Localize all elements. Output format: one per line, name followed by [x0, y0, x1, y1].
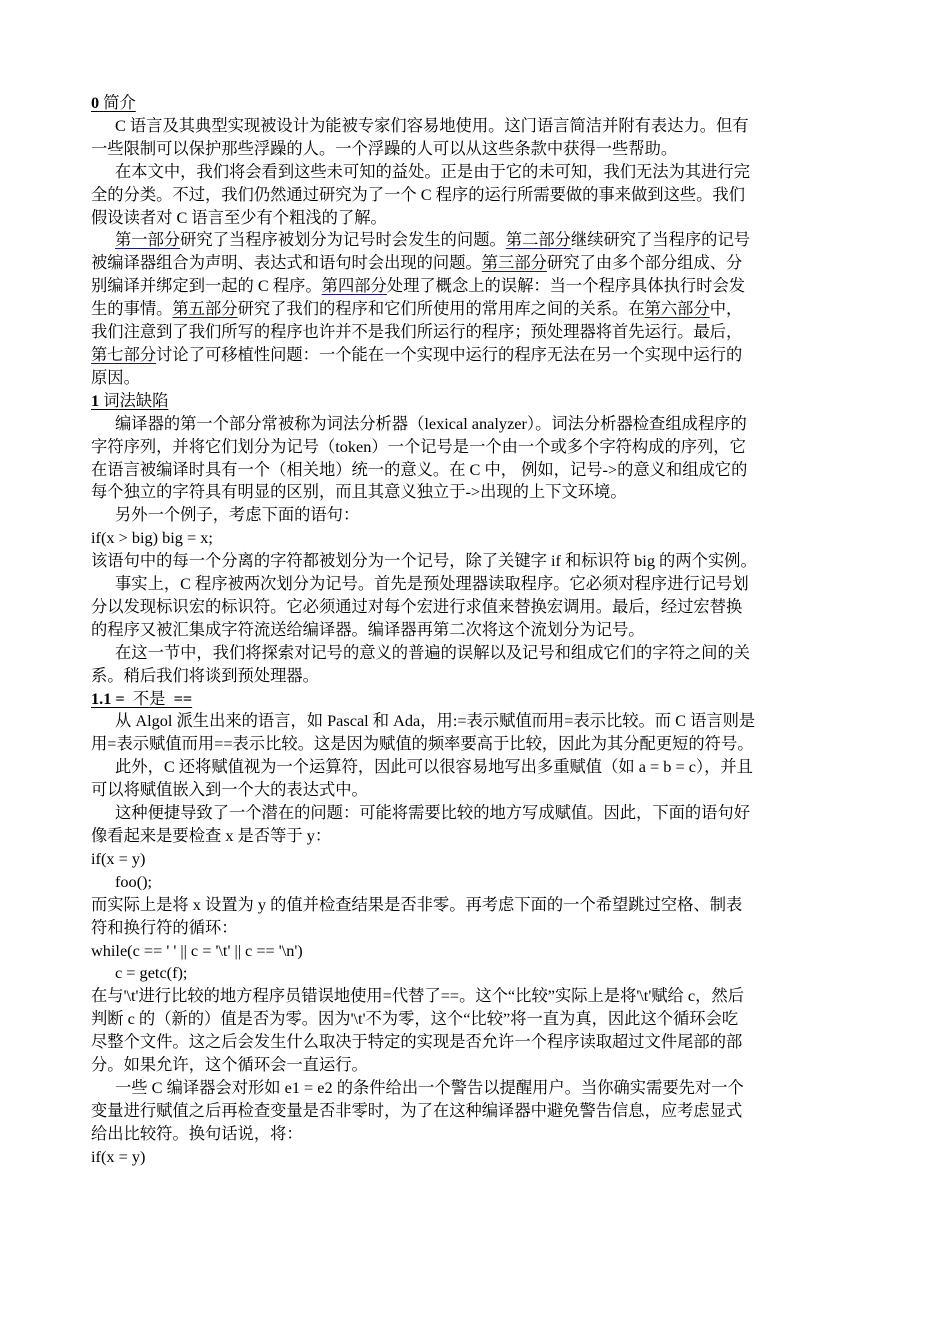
document-page — [91, 92, 861, 1169]
paragraph-line — [91, 252, 861, 275]
paragraph-line: 的程序又被汇集成字符流送给编译器。编译器再第二次将这个流划分为记号。 — [91, 619, 645, 639]
paragraph-line: C 语言及其典型实现被设计为能被专家们容易地使用。这门语言简洁并附有表达力。但有 — [115, 115, 749, 135]
paragraph-line: 可以将赋值嵌入到一个大的表达式中。 — [91, 780, 368, 800]
section-number: 1 — [91, 390, 100, 410]
link-part-6[interactable]: 第六部分 — [644, 299, 710, 319]
link-part-7[interactable]: 第七部分 — [91, 344, 157, 364]
paragraph-line: 一些 C 编译器会对形如 e1 = e2 的条件给出一个警告以提醒用户。当你确实需要先对一个 — [115, 1077, 744, 1097]
text-run: 讨论了可移植性问题：一个能在一个实现中运行的程序无法在另一个实现中运行的 — [156, 344, 743, 364]
paragraph-line: 分以发现标识宏的标识符。它必须通过对每个宏进行求值来替换宏调用。最后，经过宏替换 — [91, 596, 743, 616]
section-heading-0 — [91, 92, 861, 115]
paragraph-line: 给出比较符。换句话说，将： — [91, 1123, 303, 1143]
paragraph-line: 字符序列，并将它们划分为记号（token）一个记号是一个由一个或多个字符构成的序列，它 — [91, 436, 746, 456]
code-line: if(x = y) — [91, 1146, 146, 1166]
text-run: 被编译器组合为声明、表达式和语句时会出现的问题。 — [91, 253, 482, 273]
paragraph-line: 编译器的第一个部分常被称为词法分析器（lexical analyzer）。词法分析器检查组成程序的 — [115, 413, 747, 433]
section-number: 0 — [91, 93, 100, 112]
paragraph-line: 原因。 — [91, 367, 140, 387]
paragraph-line: 此外，C 还将赋值视为一个运算符，因此可以很容易地写出多重赋值（如 a = b = c），并且 — [115, 757, 753, 777]
code-line: if(x = y) — [91, 848, 146, 868]
paragraph-line: 事实上，C 程序被两次划分为记号。首先是预处理器读取程序。它必须对程序进行记号划 — [115, 574, 749, 594]
section-title: 不是 — [132, 688, 166, 708]
section-title: 简介 — [103, 93, 136, 112]
section-heading-1-1 — [91, 688, 861, 711]
paragraph-line: 一些限制可以保护那些浮躁的人。一个浮躁的人可以从这些条款中获得一些帮助。 — [91, 138, 678, 158]
section-title-tail: == — [173, 688, 193, 708]
link-part-2[interactable]: 第二部分 — [505, 230, 571, 250]
code-line: if(x > big) big = x; — [91, 528, 213, 548]
paragraph-line: 符和换行符的循环： — [91, 917, 238, 937]
paragraph-line — [91, 344, 861, 367]
paragraph-line: 全的分类。不过，我们仍然通过研究为了一个 C 程序的运行所需要做的事来做到这些。我们 — [91, 184, 745, 204]
paragraph-line — [91, 298, 861, 321]
paragraph-line: 判断 c 的（新的）值是否为零。因为'\t'不为零，这个“比较”将一直为真，因此这个循环会吃 — [91, 1009, 739, 1029]
code-line: foo(); — [115, 871, 153, 891]
link-part-4[interactable]: 第四部分 — [321, 276, 387, 296]
paragraph-line: 从 Algol 派生出来的语言，如 Pascal 和 Ada，用:=表示赋值而用=表示比较。而 C 语言则是 — [115, 711, 756, 731]
paragraph-line: 在语言被编译时具有一个（相关地）统一的意义。在 C 中， 例如，记号->的意义和组成它的 — [91, 459, 748, 479]
paragraph-line: 另外一个例子，考虑下面的语句： — [115, 505, 360, 525]
text-run: 生的事情。 — [91, 299, 173, 319]
paragraph-line: 在与'\t'进行比较的地方程序员错误地使用=代替了==。这个“比较”实际上是将'\t'赋给 c，然后 — [91, 986, 744, 1006]
paragraph-line: 假设读者对 C 语言至少有个粗浅的了解。 — [91, 207, 387, 227]
paragraph-line: 系。稍后我们将谈到预处理器。 — [91, 665, 319, 685]
paragraph-line: 而实际上是将 x 设置为 y 的值并检查结果是否非零。再考虑下面的一个希望跳过空格、制表 — [91, 894, 743, 914]
paragraph-line — [91, 229, 861, 252]
paragraph-line: 我们注意到了我们所写的程序也许并不是我们所运行的程序；预处理器将首先运行。最后， — [91, 322, 743, 342]
paragraph-line: 每个独立的字符具有明显的区别，而且其意义独立于->出现的上下文环境。 — [91, 482, 627, 502]
paragraph-line: 在本文中，我们将会看到这些未可知的益处。正是由于它的未可知，我们无法为其进行完 — [115, 161, 750, 181]
text-run: 研究了由多个部分组成、分 — [546, 253, 743, 273]
code-line: while(c == ' ' || c = '\t' || c == '\n') — [91, 940, 303, 960]
text-run: 研究了当程序被划分为记号时会发生的问题。 — [180, 230, 506, 250]
paragraph-line — [91, 275, 861, 298]
paragraph-line: 尽整个文件。这之后会发生什么取决于特定的实现是否允许一个程序读取超过文件尾部的部 — [91, 1032, 743, 1052]
paragraph-line: 在这一节中，我们将探索对记号的意义的普遍的误解以及记号和组成它们的字符之间的关 — [115, 642, 750, 662]
paragraph-line: 变量进行赋值之后再检查变量是否非零时，为了在这种编译器中避免警告信息，应考虑显式 — [91, 1100, 743, 1120]
link-part-5[interactable]: 第五部分 — [172, 299, 238, 319]
section-title: 词法缺陷 — [103, 390, 169, 410]
paragraph-line: 用=表示赋值而用==表示比较。这是因为赋值的频率要高于比较，因此为其分配更短的符号。 — [91, 734, 754, 754]
code-line: c = getc(f); — [115, 963, 188, 983]
section-number: 1.1 = — [91, 688, 125, 708]
paragraph-line: 像看起来是要检查 x 是否等于 y： — [91, 826, 332, 845]
link-part-1[interactable]: 第一部分 — [115, 230, 181, 250]
paragraph-line: 该语句中的每一个分离的字符都被划分为一个记号，除了关键字 if 和标识符 big 的两个实例。 — [91, 551, 757, 571]
text-run: 继续研究了当程序的记号 — [570, 230, 751, 250]
text-run: 处理了概念上的误解：当一个程序具体执行时会发 — [386, 276, 746, 296]
section-heading-1 — [91, 390, 861, 413]
paragraph-line: 这种便捷导致了一个潜在的问题：可能将需要比较的地方写成赋值。因此，下面的语句好 — [115, 803, 750, 823]
text-run: 研究了我们的程序和它们所使用的常用库之间的关系。在 — [237, 299, 645, 319]
text-run: 别编译并绑定到一起的 C 程序。 — [91, 276, 322, 296]
link-part-3[interactable]: 第三部分 — [481, 253, 547, 273]
paragraph-line: 分。如果允许，这个循环会一直运行。 — [91, 1055, 368, 1075]
text-run: 中， — [709, 299, 743, 319]
